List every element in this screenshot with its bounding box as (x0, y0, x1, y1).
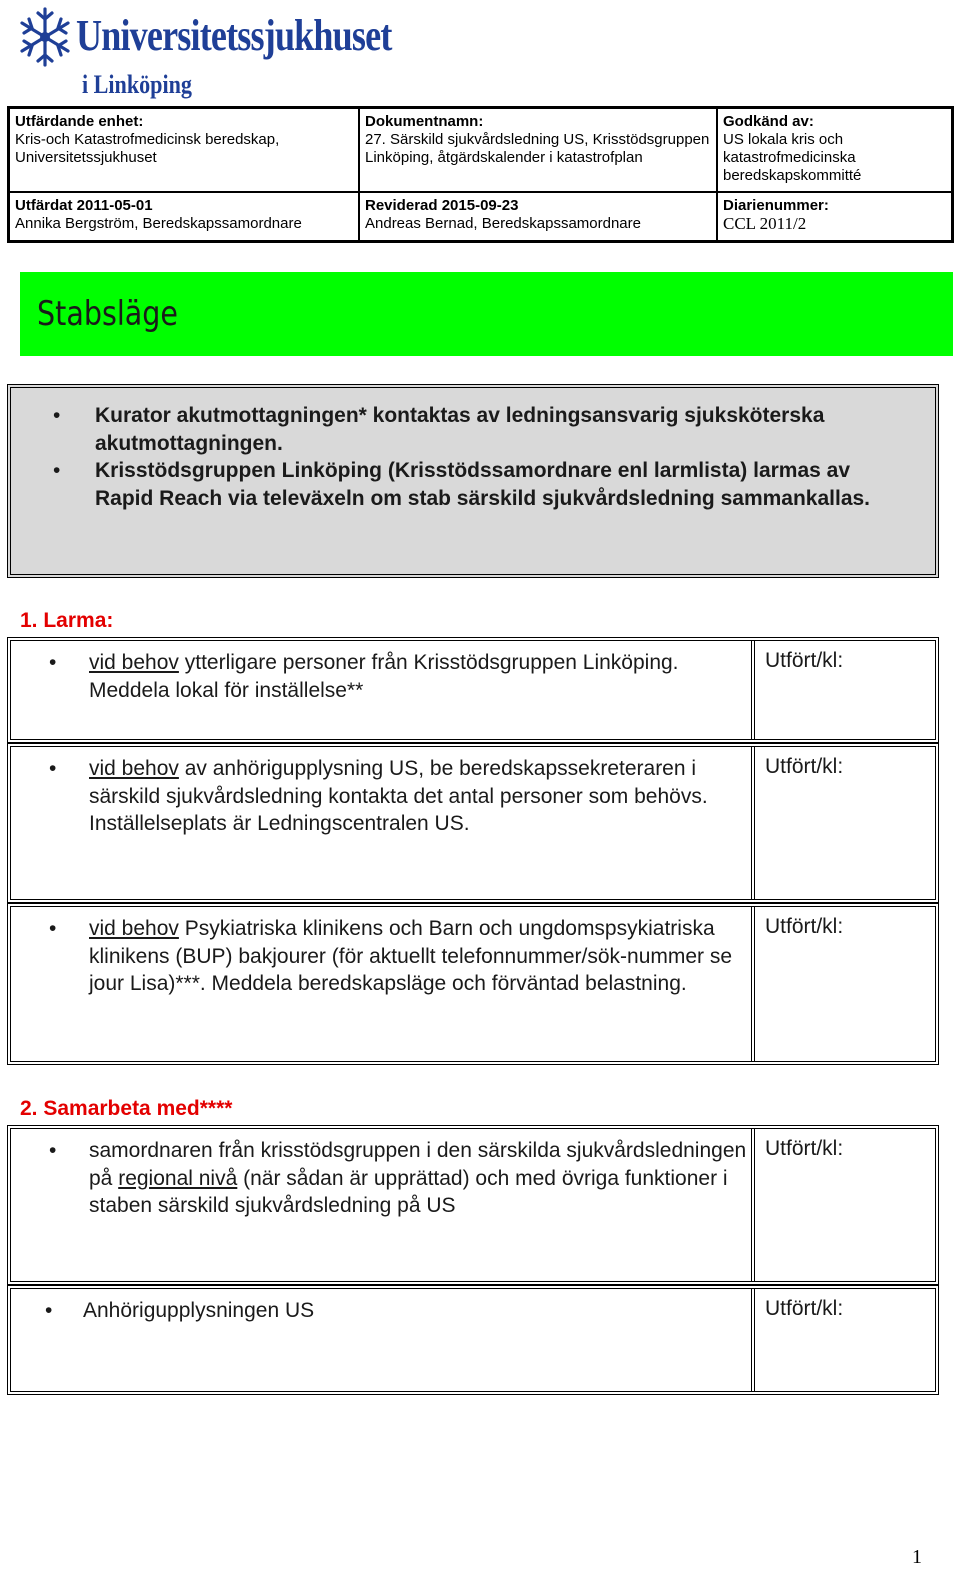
intro-bullet-1-text: Kurator akutmottagningen* kontaktas av ledningsansvarig sjuksköterska akutmottagningen. (95, 404, 825, 455)
task-item (49, 649, 749, 704)
revised-by-value: Andreas Bernad, Beredskapssamordnare (365, 214, 641, 232)
issued-by-value: Annika Bergström, Beredskapssamordnare (15, 214, 302, 232)
task-item (49, 1137, 749, 1220)
task-description-cell (11, 1289, 755, 1391)
logo-city: i Linköping (82, 70, 192, 99)
task-text: Psykiatriska klinikens och Barn och ungdomspsykiatriska klinikens (BUP) bakjourer (för aktuellt telefonnummer/sök-nummer se jour Lisa)***. Meddela beredskapsläge och förväntad belastning. (89, 917, 733, 995)
approved-by-label: Godkänd av: (723, 113, 814, 130)
intro-box (7, 384, 939, 578)
done-cell[interactable] (757, 907, 935, 1061)
task-lead: vid behov (89, 651, 179, 674)
diary-number-cell (717, 192, 953, 242)
page-number: 1 (912, 1546, 922, 1568)
done-label: Utfört/kl: (765, 1137, 844, 1160)
approved-by-value: US lokala kris och katastrofmedicinska beredskapskommitté (723, 131, 862, 184)
bullet-icon: • (49, 917, 57, 940)
task-item (45, 1297, 743, 1325)
document-name-value: 27. Särskild sjukvårdsledning US, Krisstödsgruppen Linköping, åtgärdskalender i katastrofplan (365, 131, 710, 166)
task-description-cell (11, 641, 755, 739)
diary-number-label: Diarienummer: (723, 196, 829, 214)
task-description-cell (11, 1129, 755, 1281)
done-label: Utfört/kl: (765, 755, 844, 778)
task-lead: vid behov (89, 917, 179, 940)
diary-number-value: CCL 2011/2 (723, 213, 807, 233)
done-label: Utfört/kl: (765, 1297, 844, 1320)
bullet-icon: • (45, 1299, 53, 1322)
bullet-icon: • (49, 757, 57, 780)
done-cell[interactable] (757, 1289, 935, 1391)
task-row (7, 637, 939, 743)
issued-cell (9, 192, 360, 242)
approved-by-cell (717, 108, 953, 192)
task-description-cell (11, 907, 755, 1061)
hospital-logo (18, 4, 392, 104)
snowflake-logo-icon (18, 4, 72, 70)
banner-title: Stabsläge (37, 294, 178, 334)
bullet-icon: • (53, 459, 61, 482)
task-row (7, 1285, 939, 1395)
task-item (49, 755, 749, 838)
document-header-table (7, 106, 954, 243)
task-row (7, 743, 939, 903)
task-row (7, 903, 939, 1065)
done-cell[interactable] (757, 747, 935, 899)
bullet-icon: • (49, 651, 57, 674)
task-description-cell (11, 747, 755, 899)
task-lead: vid behov (89, 757, 179, 780)
intro-bullet-1 (53, 402, 913, 457)
done-cell[interactable] (757, 1129, 935, 1281)
issuing-unit-label: Utfärdande enhet: (15, 113, 144, 130)
task-text: ytterligare personer från Krisstödsgruppen Linköping. Meddela lokal för inställelse** (89, 651, 679, 702)
bullet-icon: • (49, 1139, 57, 1162)
issued-date-label: Utfärdat 2011-05-01 (15, 196, 153, 214)
done-cell[interactable] (757, 641, 935, 739)
task-row (7, 1125, 939, 1285)
regional-level-link: regional nivå (118, 1166, 238, 1190)
document-name-cell (359, 108, 717, 192)
section-1-heading: 1. Larma: (20, 609, 114, 632)
intro-list (53, 402, 913, 512)
document-name-label: Dokumentnamn: (365, 113, 484, 130)
revised-date-label: Reviderad 2015-09-23 (365, 196, 519, 214)
section-2-heading: 2. Samarbeta med**** (20, 1097, 233, 1120)
issuing-unit-value: Kris-och Katastrofmedicinsk beredskap, Universitetssjukhuset (15, 131, 280, 166)
bullet-icon: • (53, 404, 61, 427)
intro-bullet-2-text: Krisstödsgruppen Linköping (Krisstödssamordnare enl larmlista) larmas av Rapid Reach via televäxeln om stab särskild sjukvårdsledning sammankallas. (95, 459, 871, 510)
done-label: Utfört/kl: (765, 649, 844, 672)
revised-cell (359, 192, 717, 242)
task-text: Anhörigupplysningen US (83, 1299, 315, 1322)
done-label: Utfört/kl: (765, 915, 844, 938)
status-banner (20, 272, 953, 356)
logo-name: Universitetssjukhuset (76, 11, 392, 60)
task-text: av anhörigupplysning US, be beredskapssekreteraren i särskild sjukvårdsledning kontakta det antal personer som behövs. Inställelseplats är Ledningscentralen US. (89, 757, 708, 835)
intro-bullet-2 (53, 457, 913, 512)
issuing-unit-cell (9, 108, 360, 192)
task-text-post: (när sådan är upprättad) och med övriga funktioner i staben särskild sjukvårdsledning på US (89, 1166, 728, 1217)
task-item (49, 915, 749, 998)
task-text-pre: samordnaren från krisstödsgruppen i den särskilda sjukvårdsledningen på (89, 1139, 747, 1190)
